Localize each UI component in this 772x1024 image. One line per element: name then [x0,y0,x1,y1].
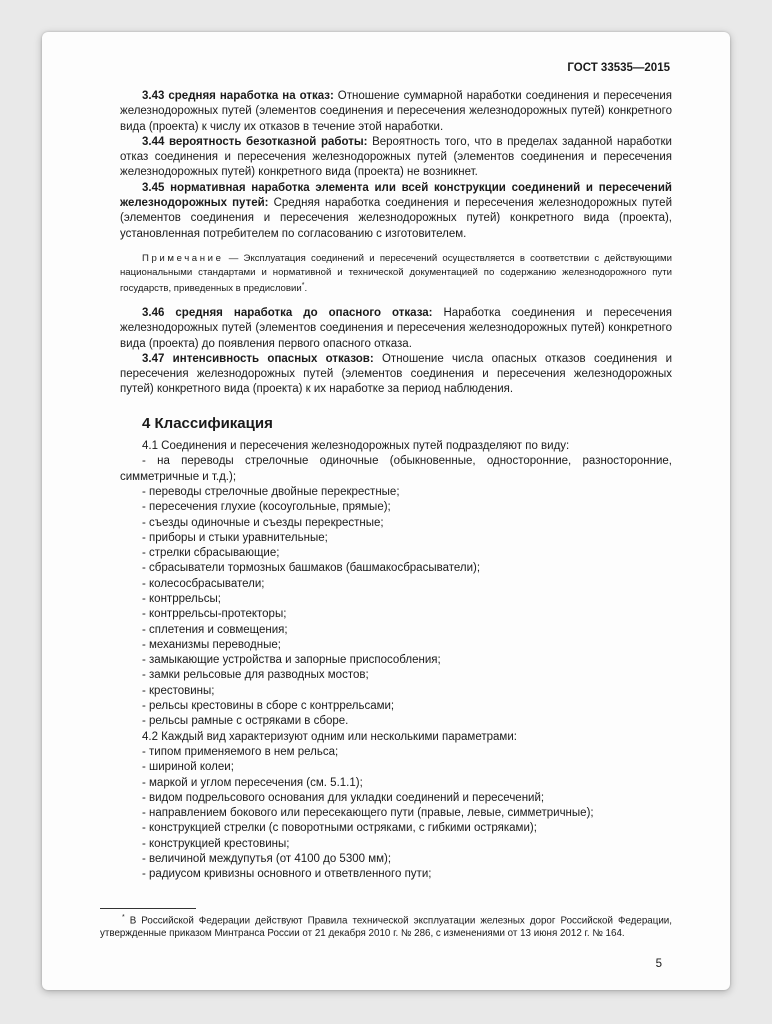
note [120,252,672,296]
list-item: - рельсы рамные с остряками в сборе. [142,715,349,728]
footnote-divider [100,908,196,909]
list-item: - стрелки сбрасывающие; [142,547,280,560]
list-item: - радиусом кривизны основного и ответвленного пути; [142,868,432,881]
footnote-text: В Российской Федерации действуют Правила технической эксплуатации железных дорог Российской Федерации, утвержденные приказом Минтранса России от 21 декабря 2010 г. № 286, с изменениями от 13 июня 2012 г. № 164. [100,915,672,939]
list-item: - контррельсы; [142,592,221,605]
list-item: - конструкцией стрелки (с поворотными остряками, с гибкими остряками); [142,822,537,835]
term: 3.44 вероятность безотказной работы: [142,135,368,148]
list-item: - направлением бокового или пересекающего пути (правые, левые, симметричные); [142,807,594,820]
section-heading: 4 Классификация [142,414,273,432]
footnote-marker: * [301,282,305,290]
document-page [42,32,730,990]
definition-text: Отношение суммарной наработки соединения и пересечения железнодорожных путей (элементов соединения и пересечения железнодорожных путей) конкретного вида (проекта) к числу их отказов в течение этой наработки. [120,90,672,133]
document-code: ГОСТ 33535—2015 [567,62,670,74]
list-item: - контррельсы-протекторы; [142,608,287,621]
term: 3.43 средняя наработка на отказ: [142,90,334,102]
list-item: - замыкающие устройства и запорные приспособления; [142,654,441,667]
list-item: - сплетения и совмещения; [142,623,288,636]
page-number: 5 [655,958,662,970]
clause-4-2-list [120,745,672,883]
list-item: - величиной междупутья (от 4100 до 5300 мм); [142,853,392,866]
footnote [100,912,672,940]
note-text: — Эксплуатация соединений и пересечений осуществляется в соответствии с действующими национальными стандартами и нормативной и технической документацией по содержанию железнодорожного пути государств, приведенных в предисловии [120,252,672,295]
definition-text: Вероятность того, что в пределах заданной наработки отказ соединения и пересечения железнодорожных путей (элементов соединения и пересечения железнодорожных путей) конкретного вида (проекта) не возникнет. [120,135,672,179]
clause-4-1-intro: 4.1 Соединения и пересечения железнодорожных путей подразделяют по виду: [142,440,570,453]
list-item: - сбрасыватели тормозных башмаков (башмакосбрасыватели); [142,562,481,575]
list-item: - типом применяемого в нем рельса; [142,745,339,758]
list-item: - пересечения глухие (косоугольные, прямые); [142,501,391,514]
list-item: - маркой и углом пересечения (см. 5.1.1); [142,776,363,789]
definition-3-45 [120,181,672,242]
definition-text: Средняя наработка соединения и пересечения железнодорожных путей (элементов соединения и пересечения железнодорожных путей) конкретного вида (проекта), установленная потребителем по согласованию с изготовителем. [120,197,673,240]
definition-3-43 [120,89,672,135]
clause-4-1-list [120,454,672,729]
term: 3.45 нормативная наработка элемента или всей конструкции соединений и пересечений железнодорожных путей: [120,181,672,210]
list-item: - колесосбрасыватели; [142,577,265,590]
definition-text: Отношение числа опасных отказов соединения и пересечения железнодорожных путей (элементов соединения и пересечения железнодорожных путей) конкретного вида (проекта) к их наработке за период наблюдения. [120,352,672,396]
list-item: - видом подрельсового основания для укладки соединений и пересечений; [142,791,545,804]
definition-3-46 [120,306,672,352]
footnote-mark: * [122,914,125,921]
note-label: Примечание [142,252,224,264]
list-item: - на переводы стрелочные одиночные (обыкновенные, односторонние, разносторонние, симметричные и т.д.); [120,455,672,483]
list-item: - крестовины; [142,684,215,697]
clause-4-2-intro: 4.2 Каждый вид характеризуют одним или несколькими параметрами: [142,730,517,743]
page-content [120,89,672,883]
definition-text: Наработка соединения и пересечения железнодорожных путей (элементов соединения и пересечения железнодорожных путей) конкретного вида (проекта) до появления первого опасного отказа. [120,306,672,350]
list-item: - переводы стрелочные двойные перекрестные; [142,485,400,498]
definition-3-47 [120,352,672,398]
term: 3.47 интенсивность опасных отказов: [142,352,374,365]
list-item: - съезды одиночные и съезды перекрестные; [142,516,384,529]
list-item: - механизмы переводные; [142,638,281,651]
list-item: - конструкцией крестовины; [142,837,290,850]
note-end: . [304,283,308,295]
list-item: - рельсы крестовины в сборе с контррельсами; [142,700,395,713]
list-item: - замки рельсовые для разводных мостов; [142,669,369,682]
definition-3-44 [120,135,672,181]
list-item: - приборы и стыки уравнительные; [142,531,328,544]
term: 3.46 средняя наработка до опасного отказа: [142,306,433,319]
list-item: - шириной колеи; [142,761,234,774]
